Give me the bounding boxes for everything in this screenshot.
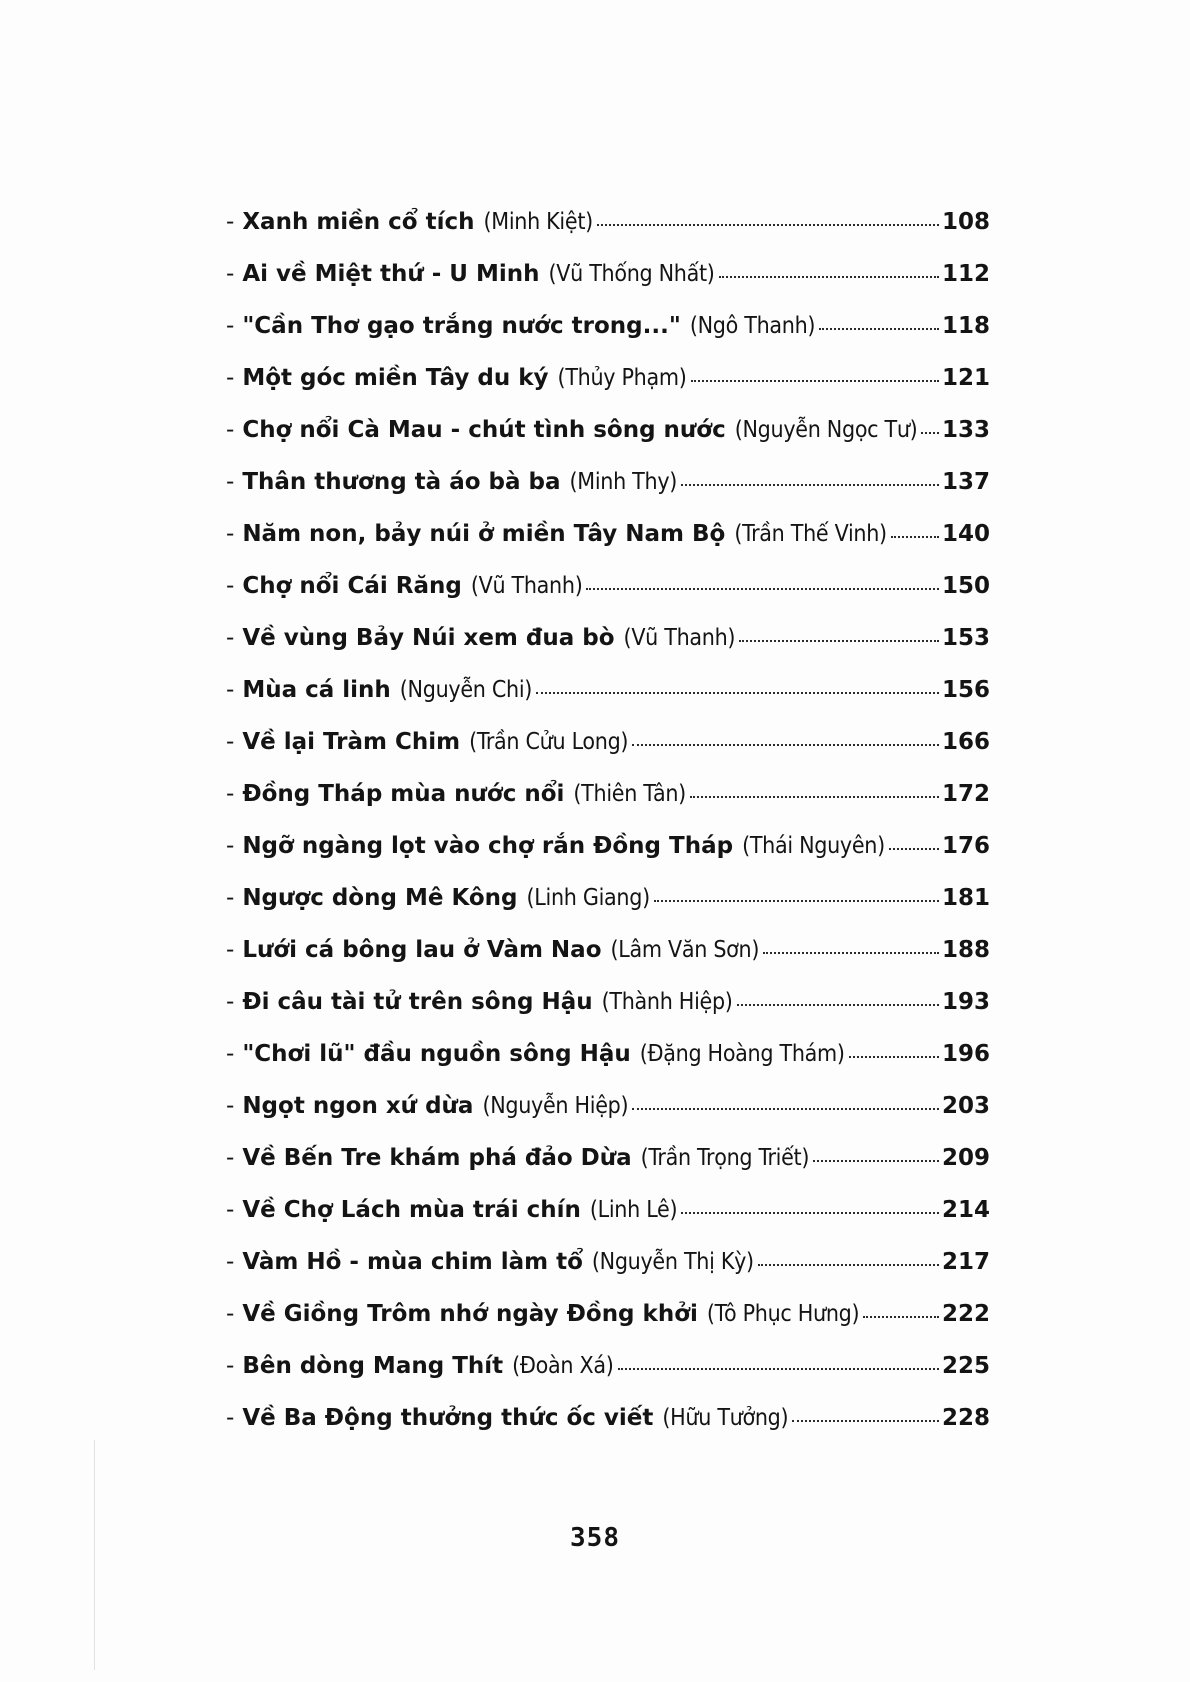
entry-author: (Vũ Thống Nhất)	[548, 261, 715, 287]
dot-leader	[719, 274, 939, 278]
entry-dash: -	[226, 729, 235, 755]
entry-author: (Trần Trọng Triết)	[640, 1145, 810, 1171]
entry-page-number: 118	[941, 313, 990, 339]
entry-page-number: 166	[941, 729, 990, 755]
entry-title: Về Chợ Lách mùa trái chín	[242, 1197, 581, 1223]
entry-page-number: 172	[941, 781, 990, 807]
entry-page-number: 112	[941, 261, 990, 287]
entry-author: (Thủy Phạm)	[557, 365, 687, 391]
entry-page-number: 121	[941, 365, 990, 391]
entry-page-number: 137	[941, 469, 990, 495]
entry-title: Về Ba Động thưởng thức ốc viết	[242, 1405, 654, 1431]
entry-author: (Minh Thy)	[569, 469, 678, 495]
entry-title: Mùa cá linh	[242, 677, 391, 703]
page-number: 358	[570, 1523, 620, 1553]
dot-leader	[597, 222, 939, 226]
entry-author: (Lâm Văn Sơn)	[610, 937, 760, 963]
entry-dash: -	[226, 833, 235, 859]
entry-author: (Thành Hiệp)	[601, 989, 733, 1015]
entry-author: (Nguyễn Chi)	[399, 677, 533, 703]
entry-dash: -	[226, 573, 235, 599]
entry-title: Về Bến Tre khám phá đảo Dừa	[242, 1145, 632, 1171]
dot-leader	[681, 482, 939, 486]
entry-dash: -	[226, 261, 235, 287]
entry-dash: -	[226, 1197, 235, 1223]
entry-title: Năm non, bảy núi ở miền Tây Nam Bộ	[242, 521, 726, 547]
entry-page-number: 153	[941, 625, 990, 651]
toc-entry	[226, 1236, 990, 1288]
toc-entry	[226, 352, 990, 404]
entry-page-number: 203	[941, 1093, 990, 1119]
dot-leader	[889, 846, 939, 850]
dot-leader	[654, 898, 939, 902]
entry-page-number: 150	[941, 573, 990, 599]
entry-page-number: 193	[941, 989, 990, 1015]
entry-dash: -	[226, 1353, 235, 1379]
toc-entry	[226, 716, 990, 768]
entry-dash: -	[226, 1093, 235, 1119]
toc-entry	[226, 1028, 990, 1080]
entry-page-number: 225	[941, 1353, 990, 1379]
entry-title: Ngược dòng Mê Kông	[242, 885, 518, 911]
entry-page-number: 140	[941, 521, 990, 547]
entry-dash: -	[226, 417, 235, 443]
toc-entry	[226, 976, 990, 1028]
entry-page-number: 228	[941, 1405, 990, 1431]
entry-title: Xanh miền cổ tích	[242, 209, 475, 235]
dot-leader	[586, 586, 939, 590]
entry-author: (Vũ Thanh)	[623, 625, 736, 651]
entry-dash: -	[226, 989, 235, 1015]
toc-entry	[226, 196, 990, 248]
toc-entry	[226, 560, 990, 612]
entry-title: Chợ nổi Cái Răng	[242, 573, 462, 599]
entry-title: Về vùng Bảy Núi xem đua bò	[242, 625, 615, 651]
entry-dash: -	[226, 781, 235, 807]
entry-page-number: 214	[941, 1197, 990, 1223]
dot-leader	[632, 742, 939, 746]
toc-entry	[226, 404, 990, 456]
dot-leader	[863, 1314, 939, 1318]
entry-page-number: 156	[941, 677, 990, 703]
toc-entry	[226, 612, 990, 664]
toc-entry	[226, 872, 990, 924]
dot-leader	[891, 534, 939, 538]
entry-page-number: 222	[941, 1301, 990, 1327]
dot-leader	[921, 430, 939, 434]
entry-title: Về Giồng Trôm nhớ ngày Đồng khởi	[242, 1301, 698, 1327]
dot-leader	[632, 1106, 939, 1110]
entry-author: (Nguyễn Hiệp)	[482, 1093, 629, 1119]
toc-entry	[226, 1184, 990, 1236]
toc-entry	[226, 768, 990, 820]
entry-title: Chợ nổi Cà Mau - chút tình sông nước	[242, 417, 726, 443]
toc-entry	[226, 1132, 990, 1184]
entry-title: Một góc miền Tây du ký	[242, 365, 549, 391]
toc-entry	[226, 820, 990, 872]
entry-title: Ngỡ ngàng lọt vào chợ rắn Đồng Tháp	[242, 833, 734, 859]
dot-leader	[792, 1418, 939, 1422]
entry-page-number: 181	[941, 885, 990, 911]
entry-dash: -	[226, 1041, 235, 1067]
entry-dash: -	[226, 365, 235, 391]
entry-dash: -	[226, 937, 235, 963]
entry-page-number: 108	[941, 209, 990, 235]
entry-title: Đi câu tài tử trên sông Hậu	[242, 989, 593, 1015]
entry-author: (Thiên Tân)	[573, 781, 686, 807]
dot-leader	[739, 638, 939, 642]
toc-entry	[226, 1340, 990, 1392]
entry-author: (Tô Phục Hưng)	[706, 1301, 860, 1327]
entry-author: (Minh Kiệt)	[483, 209, 593, 235]
toc-entry	[226, 1080, 990, 1132]
toc-entry	[226, 456, 990, 508]
entry-title: Về lại Tràm Chim	[242, 729, 461, 755]
entry-author: (Vũ Thanh)	[470, 573, 583, 599]
dot-leader	[536, 690, 939, 694]
entry-author: (Đặng Hoàng Thám)	[639, 1041, 845, 1067]
entry-author: (Nguyễn Thị Kỳ)	[591, 1249, 754, 1275]
entry-dash: -	[226, 313, 235, 339]
entry-dash: -	[226, 677, 235, 703]
toc-entry	[226, 300, 990, 352]
entry-title: Vàm Hồ - mùa chim làm tổ	[242, 1249, 583, 1275]
entry-title: Đồng Tháp mùa nước nổi	[242, 781, 565, 807]
entry-title: Thân thương tà áo bà ba	[242, 469, 561, 495]
entry-title: "Cần Thơ gạo trắng nước trong..."	[242, 313, 681, 339]
dot-leader	[737, 1002, 939, 1006]
entry-page-number: 209	[941, 1145, 990, 1171]
entry-page-number: 133	[941, 417, 990, 443]
entry-dash: -	[226, 469, 235, 495]
entry-title: Ai về Miệt thứ - U Minh	[242, 261, 540, 287]
toc-entry	[226, 664, 990, 716]
entry-page-number: 196	[941, 1041, 990, 1067]
entry-title: "Chơi lũ" đầu nguồn sông Hậu	[242, 1041, 631, 1067]
toc-entry	[226, 248, 990, 300]
page-gutter-line	[94, 1440, 95, 1670]
entry-title: Bên dòng Mang Thít	[242, 1353, 504, 1379]
entry-author: (Hữu Tưởng)	[662, 1405, 789, 1431]
entry-title: Ngọt ngon xứ dừa	[242, 1093, 474, 1119]
table-of-contents	[226, 196, 990, 1444]
entry-dash: -	[226, 1405, 235, 1431]
toc-entry	[226, 1392, 990, 1444]
dot-leader	[690, 794, 939, 798]
dot-leader	[618, 1366, 939, 1370]
entry-author: (Trần Cửu Long)	[469, 729, 629, 755]
dot-leader	[758, 1262, 939, 1266]
entry-dash: -	[226, 625, 235, 651]
entry-dash: -	[226, 1145, 235, 1171]
toc-entry	[226, 924, 990, 976]
toc-entry	[226, 1288, 990, 1340]
entry-author: (Ngô Thanh)	[689, 313, 816, 339]
entry-author: (Trần Thế Vinh)	[734, 521, 887, 547]
dot-leader	[691, 378, 939, 382]
dot-leader	[681, 1210, 939, 1214]
dot-leader	[763, 950, 939, 954]
dot-leader	[819, 326, 939, 330]
entry-dash: -	[226, 885, 235, 911]
entry-dash: -	[226, 1249, 235, 1275]
entry-author: (Thái Nguyên)	[742, 833, 885, 859]
entry-dash: -	[226, 209, 235, 235]
entry-author: (Linh Lê)	[589, 1197, 678, 1223]
entry-author: (Linh Giang)	[526, 885, 650, 911]
entry-dash: -	[226, 521, 235, 547]
entry-author: (Nguyễn Ngọc Tư)	[734, 417, 918, 443]
dot-leader	[849, 1054, 939, 1058]
toc-entry	[226, 508, 990, 560]
entry-page-number: 176	[941, 833, 990, 859]
entry-dash: -	[226, 1301, 235, 1327]
entry-author: (Đoàn Xá)	[512, 1353, 614, 1379]
entry-title: Lưới cá bông lau ở Vàm Nao	[242, 937, 602, 963]
entry-page-number: 188	[941, 937, 990, 963]
entry-page-number: 217	[941, 1249, 990, 1275]
dot-leader	[813, 1158, 939, 1162]
